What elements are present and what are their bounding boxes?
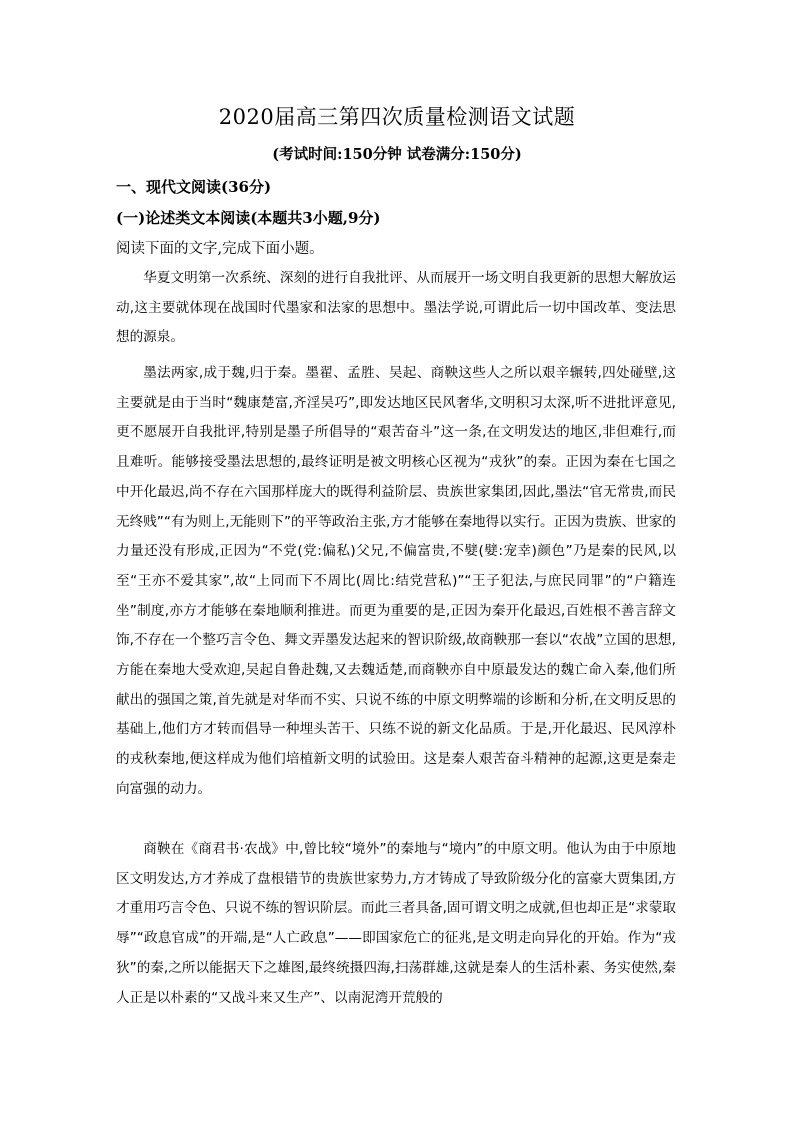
paragraph-3: 商鞅在《商君书·农战》中,曾比较“境外”的秦地与“境内”的中原文明。他认为由于中原地区文明发达,方才养成了盘根错节的贵族世家势力,方才铸成了导致阶级分化的富豪大贾集团,方才重用巧言令色、只说不练的智识阶层。而此三者具备,固可谓文明之成就,但也却正是“求蒙取辱”“政息官成”的开端,是“人亡政息”——即国家危亡的征兆,是文明走向异化的开始。作为“戎狄”的秦,之所以能据天下之雄图,最终统摄四海,扫荡群雄,这就是秦人的生活朴素、务实使然,秦人正是以朴素的“又战斗来又生产”、以南泥湾开荒般的 (116, 841, 676, 1006)
paragraph-1: 华夏文明第一次系统、深刻的进行自我批评、从而展开一场文明自我更新的思想大解放运动,这主要就体现在战国时代墨家和法家的思想中。墨法学说,可谓此后一切中国改革、变法思想的源泉。 (116, 270, 676, 346)
paragraph-2: 墨法两家,成于魏,归于秦。墨翟、孟胜、吴起、商鞅这些人之所以艰辛辗转,四处碰壁,这主要就是由于当时“魏康楚富,齐淫吴巧”,即发达地区民风奢华,文明积习太深,听不进批评意见,更不愿展开自我批评,特别是墨子所倡导的“艰苦奋斗”这一条,在文明发达的地区,非但难行,而且难听。能够接受墨法思想的,最终证明是被文明核心区视为“戎狄”的秦。正因为秦在七国之中开化最迟,尚不存在六国那样庞大的既得利益阶层、贵族世家集团,因此,墨法“官无常贵,而民无终贱”“有为则上,无能则下”的平等政治主张,方才能够在秦地得以实行。正因为贵族、世家的力量还没有形成,正因为“不党(党:偏私)父兄,不偏富贵,不嬖(嬖:宠幸)颜色”乃是秦的民风,以至“王亦不爱其家”,故“上同而下不周比(周比:结党营私)”“王子犯法,与庶民同罪”的“户籍连坐”制度,亦方才能够在秦地顺利推进。而更为重要的是,正因为秦开化最迟,百姓根不善言辞文饰,不存在一个整巧言令色、舞文弄墨发达起来的智识阶级,故商鞅那一套以“农战”立国的思想,方能在秦地大受欢迎,吴起自鲁赴魏,又去魏适楚,而商鞅亦自中原最发达的魏亡命入秦,他们所献出的强国之策,首先就是对华而不实、只说不练的中原文明弊端的诊断和分析,在文明反思的基础上,他们方才转而倡导一种埋头苦干、只练不说的新文化品质。于是,开化最迟、民风淳朴的戎秋秦地,便这样成为他们培植新文明的试验田。这是秦人艰苦奋斗精神的起源,这更是秦走向富强的动力。 (116, 365, 677, 797)
subsection-heading: (一)论述类文本阅读(本题共3小题,9分) (116, 209, 381, 227)
exam-subtitle: (考试时间:150分钟 试卷满分:150分) (272, 146, 522, 163)
exam-title: 2020届高三第四次质量检测语文试题 (218, 105, 576, 129)
section-heading: 一、现代文阅读(36分) (116, 178, 272, 196)
instruction-text: 阅读下面的文字,完成下面小题。 (116, 241, 324, 257)
